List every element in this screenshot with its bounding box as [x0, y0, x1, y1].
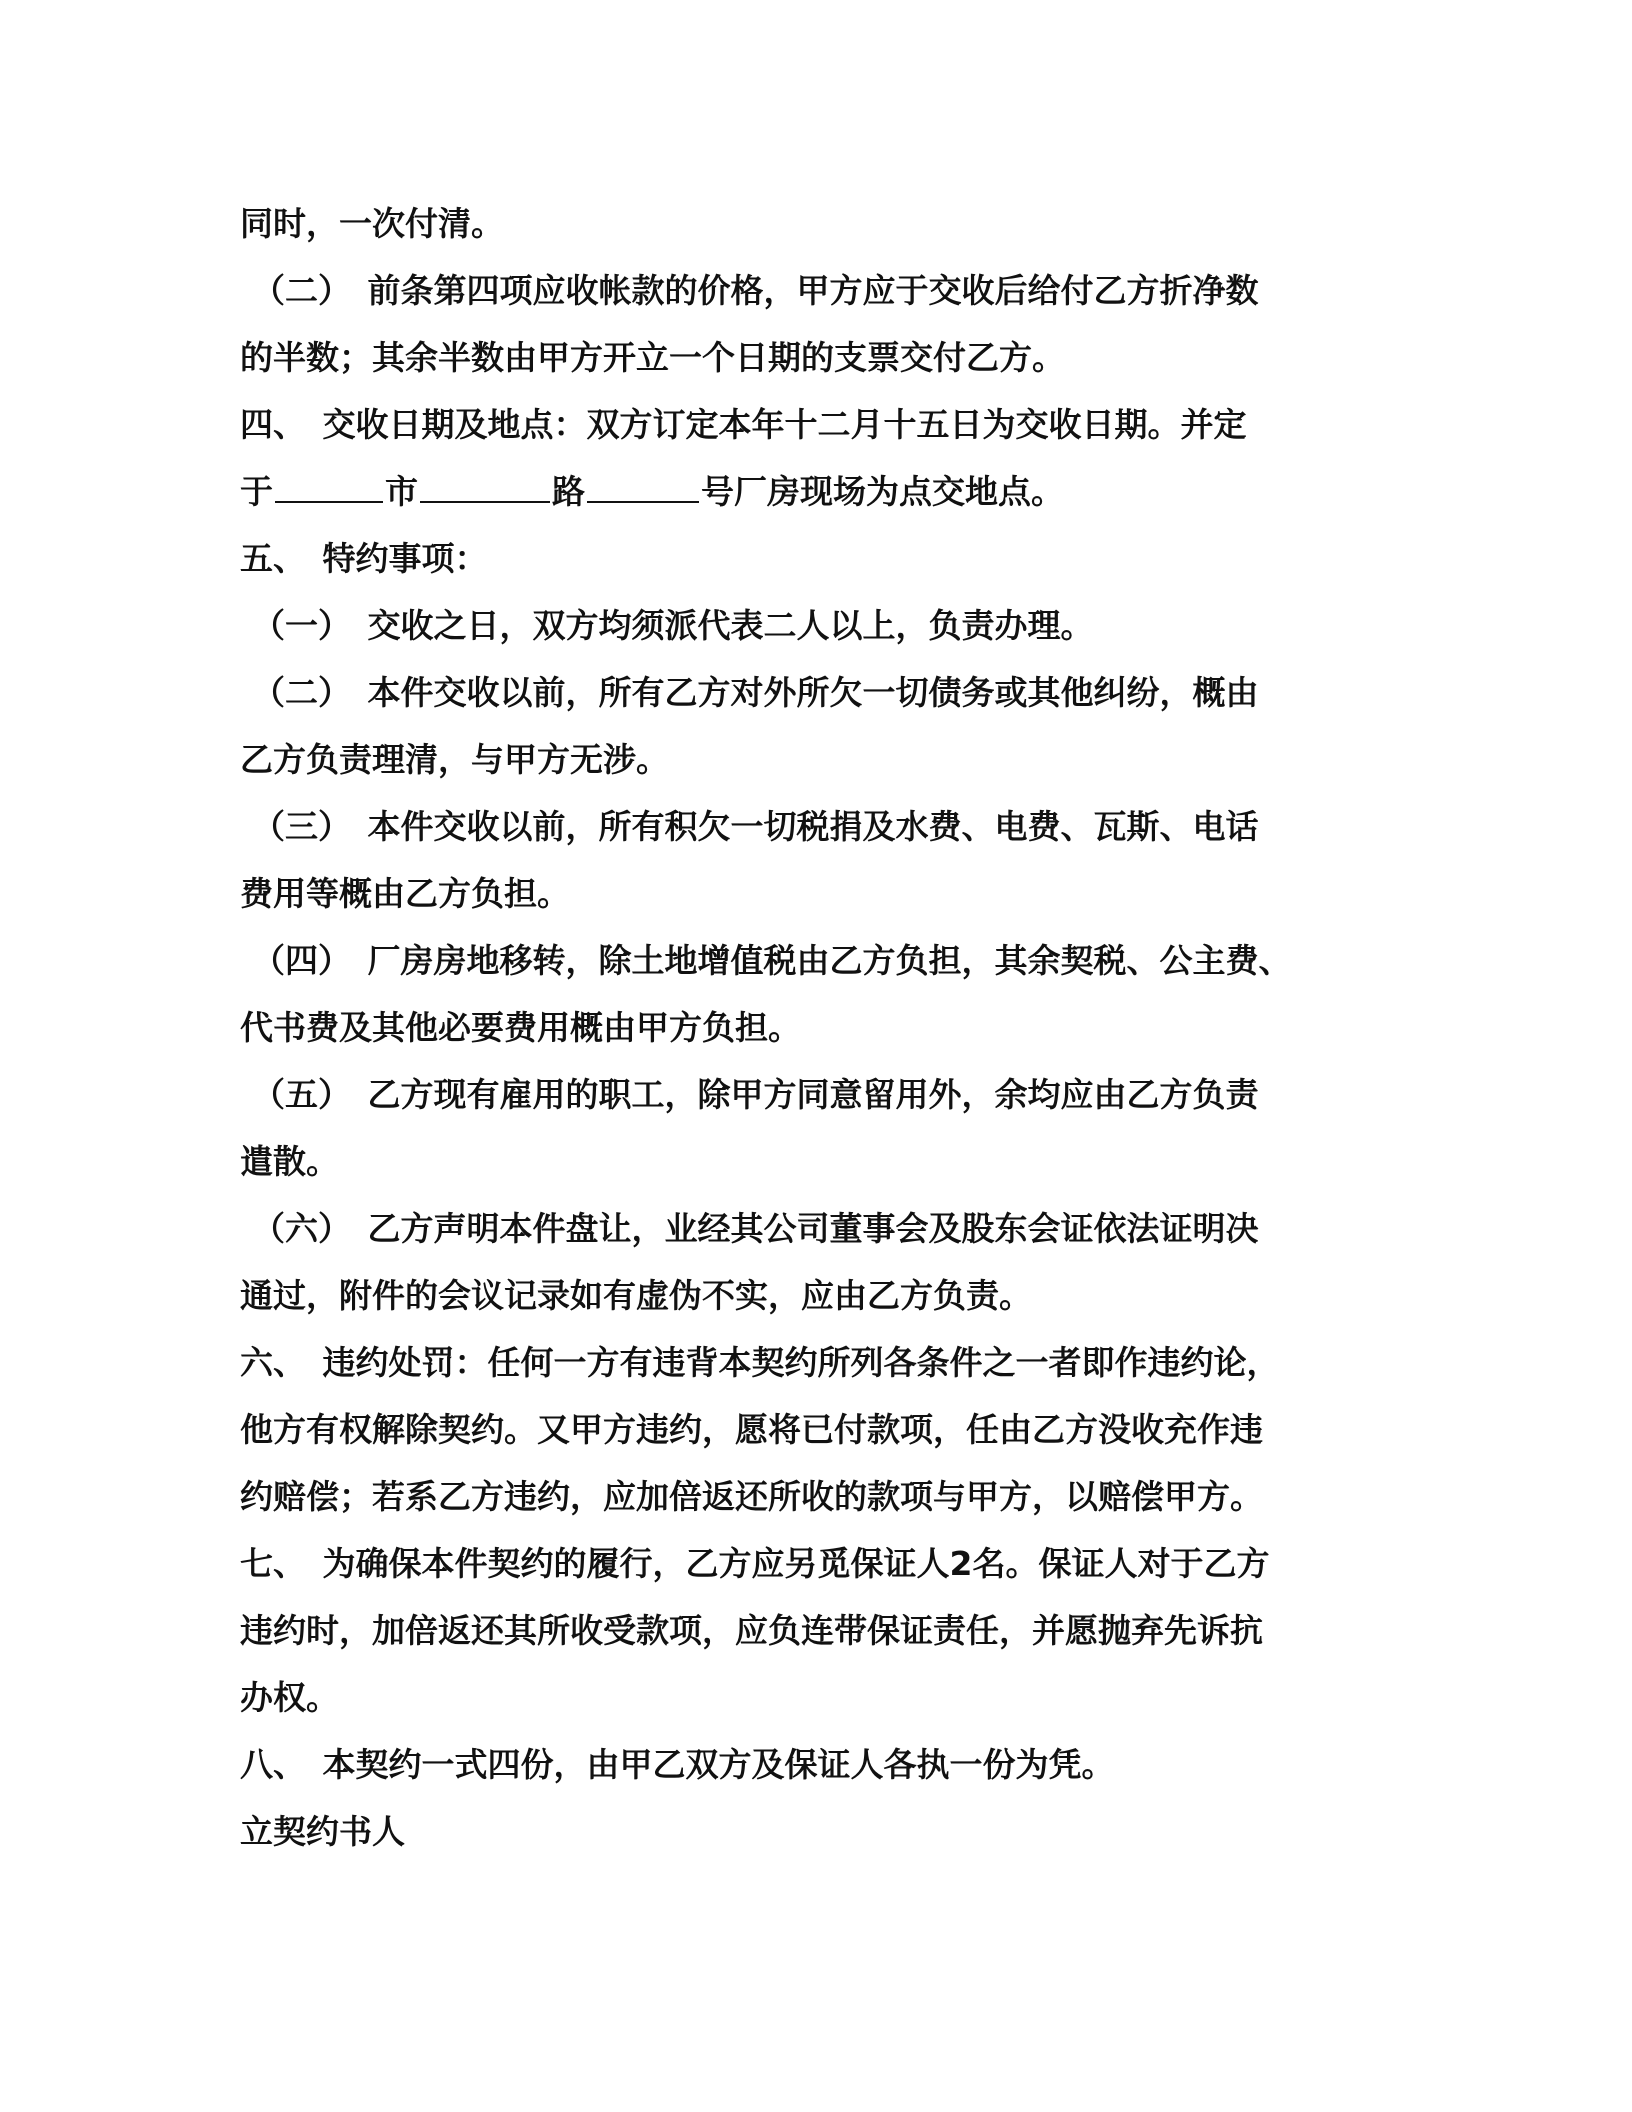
text-line: （三） 本件交收以前，所有积欠一切税捐及水费、电费、瓦斯、电话 — [252, 807, 1259, 846]
contract-body — [240, 190, 1390, 1865]
text-line: （五） 乙方现有雇用的职工，除甲方同意留用外，余均应由乙方负责 — [252, 1075, 1259, 1114]
text-line: 七、 为确保本件契约的履行，乙方应另觅保证人2名。保证人对于乙方 — [240, 1544, 1270, 1583]
text-line: （四） 厂房房地移转，除土地增值税由乙方负担，其余契税、公主费、 — [252, 941, 1292, 980]
text-line: 的半数；其余半数由甲方开立一个日期的支票交付乙方。 — [240, 338, 1065, 377]
location-line — [240, 458, 1390, 525]
text-line: 遣散。 — [240, 1142, 339, 1181]
text-line: 六、 违约处罚：任何一方有违背本契约所列各条件之一者即作违约论， — [240, 1343, 1280, 1382]
text-line: 乙方负责理清，与甲方无涉。 — [240, 740, 669, 779]
location-prefix: 于 — [240, 472, 273, 511]
location-suffix: 号厂房现场为点交地点。 — [701, 472, 1064, 511]
signatory-label: 立契约书人 — [240, 1812, 405, 1851]
text-line: 四、 交收日期及地点：双方订定本年十二月十五日为交收日期。并定 — [240, 405, 1247, 444]
city-blank — [275, 463, 383, 503]
road-blank — [420, 463, 550, 503]
city-label: 市 — [385, 472, 418, 511]
number-blank — [587, 463, 699, 503]
text-line: 通过，附件的会议记录如有虚伪不实，应由乙方负责。 — [240, 1276, 1032, 1315]
text-line: 费用等概由乙方负担。 — [240, 874, 570, 913]
text-line: 五、 特约事项： — [240, 539, 488, 578]
text-line: 办权。 — [240, 1678, 339, 1717]
text-line: 约赔偿；若系乙方违约，应加倍返还所收的款项与甲方，以赔偿甲方。 — [240, 1477, 1263, 1516]
road-label: 路 — [552, 472, 585, 511]
text-line: （二） 本件交收以前，所有乙方对外所欠一切债务或其他纠纷，概由 — [252, 673, 1259, 712]
text-line: （一） 交收之日，双方均须派代表二人以上，负责办理。 — [252, 606, 1094, 645]
text-line: 违约时，加倍返还其所收受款项，应负连带保证责任，并愿抛弃先诉抗 — [240, 1611, 1263, 1650]
text-line: （二） 前条第四项应收帐款的价格，甲方应于交收后给付乙方折净数 — [252, 271, 1259, 310]
text-line: 八、 本契约一式四份，由甲乙双方及保证人各执一份为凭。 — [240, 1745, 1115, 1784]
text-line: （六） 乙方声明本件盘让，业经其公司董事会及股东会证依法证明决 — [252, 1209, 1259, 1248]
text-line: 代书费及其他必要费用概由甲方负担。 — [240, 1008, 801, 1047]
text-line: 同时，一次付清。 — [240, 204, 504, 243]
text-line: 他方有权解除契约。又甲方违约，愿将已付款项，任由乙方没收充作违 — [240, 1410, 1263, 1449]
